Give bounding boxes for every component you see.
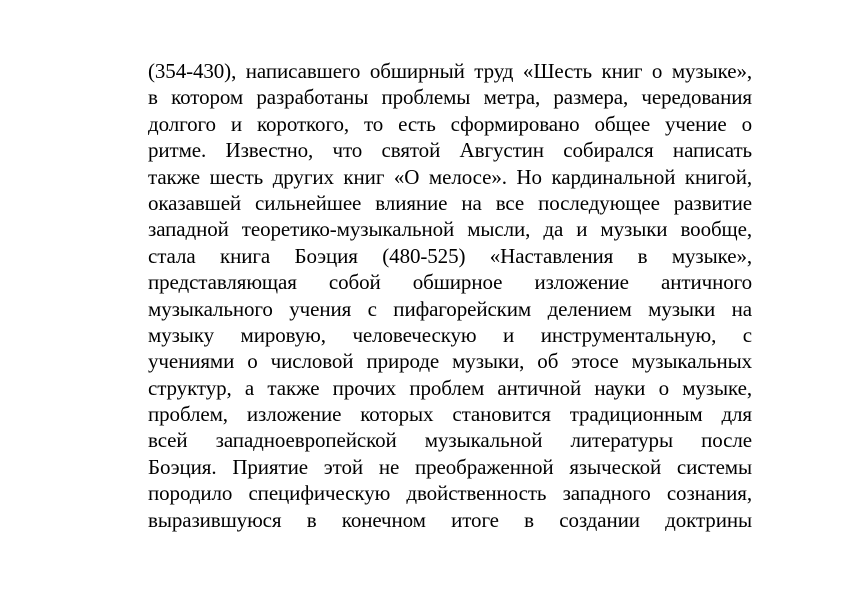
text-line-6: оказавшей сильнейшее влияние на все последующее развитие (148, 190, 752, 215)
text-line-13: структур, а также прочих проблем античной науки о музыке, (148, 375, 752, 400)
text-line-12: учениями о числовой природе музыки, об этосе музыкальных (148, 349, 752, 374)
text-line-15: всей западноевропейской музыкальной литературы после (148, 428, 752, 453)
text-line-14: проблем, изложение которых становится традиционным для (148, 402, 752, 427)
text-line-4: ритме. Известно, что святой Августин собирался написать (148, 138, 752, 163)
text-line-17: породило специфическую двойственность западного сознания, (148, 481, 752, 506)
text-line-2: в котором разработаны проблемы метра, размера, чередования (148, 85, 752, 110)
text-line-16: Боэция. Приятие этой не преображенной языческой системы (148, 454, 752, 479)
text-line-1: (354-430), написавшего обширный труд «Шесть книг о музыке», (148, 59, 752, 83)
text-line-8: стала книга Боэция (480-525) «Наставления в музыке», (148, 243, 752, 268)
text-line-7: западной теоретико-музыкальной мысли, да и музыки вообще, (148, 217, 752, 242)
text-line-18: выразившуюся в конечном итоге в создании доктрины (148, 507, 752, 532)
text-line-9: представляющая собой обширное изложение античного (148, 270, 752, 295)
text-line-5: также шесть других книг «О мелосе». Но кардинальной книгой, (148, 164, 752, 189)
body-text (148, 58, 752, 533)
text-line-3: долгого и короткого, то есть сформировано общее учение о (148, 111, 752, 136)
text-line-10: музыкального учения с пифагорейским делением музыки на (148, 296, 752, 321)
text-line-11: музыку мировую, человеческую и инструментальную, с (148, 322, 752, 347)
